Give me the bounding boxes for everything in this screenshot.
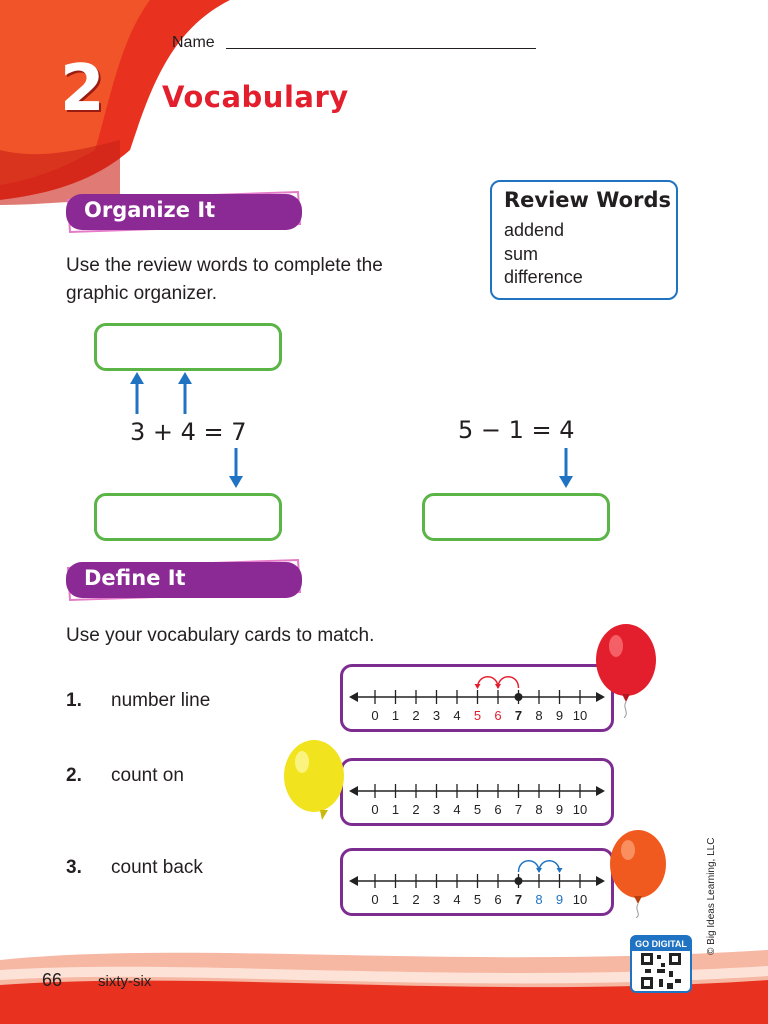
item-number-3: 3. xyxy=(66,857,82,878)
go-digital-qr[interactable] xyxy=(630,935,692,993)
number-line-label: 6 xyxy=(494,802,502,817)
number-line-label: 0 xyxy=(371,708,379,723)
number-line-card-2[interactable] xyxy=(340,758,614,826)
organize-instruction-line2: graphic organizer. xyxy=(66,283,218,304)
number-line-label: 10 xyxy=(572,708,588,723)
item-label-count-on: count on xyxy=(111,765,184,786)
left-arrow-icon xyxy=(349,876,358,886)
left-arrow-icon xyxy=(349,692,358,702)
number-line-label: 3 xyxy=(432,708,441,723)
sum-arrow xyxy=(226,448,246,490)
red-balloon-icon xyxy=(594,622,660,718)
organize-instruction-line1: Use the review words to complete the xyxy=(66,255,383,276)
number-line-label: 9 xyxy=(555,892,564,907)
difference-arrow xyxy=(556,448,576,490)
define-banner xyxy=(66,562,306,600)
jump-arc xyxy=(498,677,519,688)
define-banner-text: Define It xyxy=(84,566,186,590)
number-line-3 xyxy=(343,851,611,913)
review-word-difference: difference xyxy=(504,267,583,287)
number-line-label: 3 xyxy=(432,802,441,817)
number-line-label: 8 xyxy=(535,802,543,817)
number-line-label: 1 xyxy=(391,802,400,817)
number-line-label: 5 xyxy=(473,802,482,817)
review-words-title: Review Words xyxy=(504,188,671,212)
chapter-number: 2 xyxy=(60,52,105,126)
number-line-dot xyxy=(515,877,523,885)
number-line-label: 0 xyxy=(371,802,379,817)
header-swoosh xyxy=(0,0,768,210)
name-label: Name xyxy=(172,34,215,51)
sum-answer-box[interactable] xyxy=(94,493,282,541)
number-line-2 xyxy=(343,761,611,823)
number-line-label: 6 xyxy=(494,892,502,907)
page-title: Vocabulary xyxy=(162,80,349,114)
number-line-label: 8 xyxy=(535,892,543,907)
number-line-label: 4 xyxy=(453,802,461,817)
number-line-label: 10 xyxy=(572,892,588,907)
number-line-label: 7 xyxy=(514,708,523,723)
number-line-1 xyxy=(343,667,611,729)
number-line-label: 10 xyxy=(572,802,588,817)
number-line-label: 9 xyxy=(555,708,564,723)
number-line-card-1[interactable] xyxy=(340,664,614,732)
item-number-1: 1. xyxy=(66,690,82,711)
organize-instruction xyxy=(66,252,383,308)
number-line-label: 9 xyxy=(555,802,564,817)
jump-arc xyxy=(519,861,540,872)
name-line[interactable] xyxy=(226,48,536,49)
number-line-label: 8 xyxy=(535,708,543,723)
addition-equation: 3 + 4 = 7 xyxy=(130,418,247,446)
number-line-label: 2 xyxy=(412,892,420,907)
number-line-label: 2 xyxy=(412,708,420,723)
number-line-label: 1 xyxy=(391,892,400,907)
addend-answer-box[interactable] xyxy=(94,323,282,371)
number-line-label: 2 xyxy=(412,802,420,817)
number-line-label: 5 xyxy=(473,708,482,723)
right-arrow-icon xyxy=(596,876,605,886)
jump-arc xyxy=(478,677,499,688)
number-line-label: 6 xyxy=(494,708,502,723)
organize-banner-text: Organize It xyxy=(84,198,216,222)
page-number-words: sixty-six xyxy=(98,973,152,990)
review-words-box xyxy=(490,180,678,300)
copyright-text: © Big Ideas Learning, LLC xyxy=(706,837,717,955)
number-line-label: 3 xyxy=(432,892,441,907)
jump-arc xyxy=(539,861,560,872)
item-label-count-back: count back xyxy=(111,857,203,878)
review-word-addend: addend xyxy=(504,220,565,240)
define-instruction: Use your vocabulary cards to match. xyxy=(66,625,375,646)
addend-arrows xyxy=(125,372,205,417)
number-line-label: 4 xyxy=(453,708,461,723)
qr-code-icon xyxy=(641,953,681,989)
jump-arrowhead-icon xyxy=(557,868,563,873)
item-number-2: 2. xyxy=(66,765,82,786)
number-line-label: 0 xyxy=(371,892,379,907)
jump-arrowhead-icon xyxy=(475,684,481,689)
number-line-label: 5 xyxy=(473,892,482,907)
item-label-number-line: number line xyxy=(111,690,211,711)
number-line-card-3[interactable] xyxy=(340,848,614,916)
right-arrow-icon xyxy=(596,786,605,796)
orange-balloon-icon xyxy=(606,826,672,918)
go-digital-label: GO DIGITAL xyxy=(632,937,690,951)
review-word-sum: sum xyxy=(504,244,539,264)
number-line-label: 7 xyxy=(514,892,523,907)
number-line-dot xyxy=(515,693,523,701)
subtraction-equation: 5 − 1 = 4 xyxy=(458,416,575,444)
left-arrow-icon xyxy=(349,786,358,796)
number-line-label: 1 xyxy=(391,708,400,723)
difference-answer-box[interactable] xyxy=(422,493,610,541)
number-line-label: 7 xyxy=(514,802,523,817)
page-number: 66 xyxy=(42,970,63,990)
number-line-label: 4 xyxy=(453,892,461,907)
yellow-balloon-icon xyxy=(282,738,348,830)
organize-banner xyxy=(66,194,306,232)
